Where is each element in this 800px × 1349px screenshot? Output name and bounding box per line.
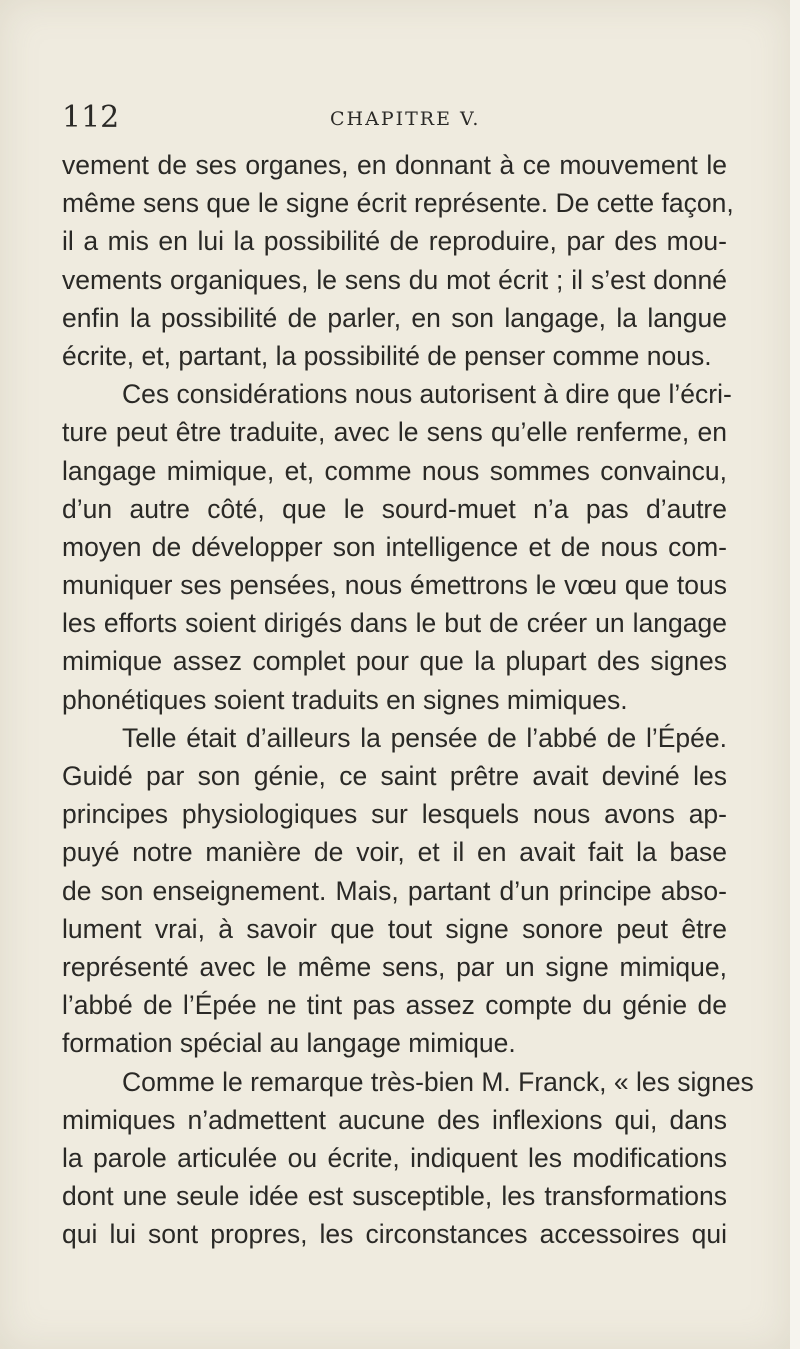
text-line: phonétiques soient traduits en signes mimiques. bbox=[62, 684, 628, 715]
text-line: enfin la possibilité de parler, en son langage, la langue bbox=[62, 302, 727, 333]
text-line: Comme le remarque très-bien M. Franck, « les signes bbox=[122, 1066, 754, 1097]
text-line: puyé notre manière de voir, et il en avait fait la base bbox=[62, 837, 727, 868]
text-line: mimiques n’admettent aucune des inflexions qui, dans bbox=[62, 1104, 727, 1135]
text-line: moyen de développer son intelligence et de nous com- bbox=[62, 531, 727, 562]
text-line: écrite, et, partant, la possibilité de penser comme nous. bbox=[62, 340, 712, 371]
body-text bbox=[62, 146, 754, 1253]
text-line: ture peut être traduite, avec le sens qu’elle renferme, en bbox=[62, 417, 727, 448]
text-line: lument vrai, à savoir que tout signe sonore peut être bbox=[62, 913, 727, 944]
text-line: vements organiques, le sens du mot écrit ; il s’est donné bbox=[62, 264, 727, 295]
text-line: dont une seule idée est susceptible, les transformations bbox=[62, 1181, 727, 1212]
text-line: même sens que le signe écrit représente. De cette façon, bbox=[62, 188, 734, 219]
chapter-title: CHAPITRE V. bbox=[330, 108, 481, 130]
page-edge bbox=[790, 0, 800, 1349]
text-line: formation spécial au langage mimique. bbox=[62, 1028, 516, 1059]
text-line: qui lui sont propres, les circonstances accessoires qui bbox=[62, 1219, 727, 1250]
text-line: mimique assez complet pour que la plupart des signes bbox=[62, 646, 727, 677]
page-number: 112 bbox=[62, 100, 120, 135]
text-line: de son enseignement. Mais, partant d’un principe abso- bbox=[62, 875, 727, 906]
text-line: vement de ses organes, en donnant à ce mouvement le bbox=[62, 150, 727, 180]
text-line: langage mimique, et, comme nous sommes convaincu, bbox=[62, 455, 727, 486]
text-line: il a mis en lui la possibilité de reproduire, par des mou- bbox=[62, 226, 727, 257]
text-line: représenté avec le même sens, par un signe mimique, bbox=[62, 951, 727, 982]
running-header bbox=[62, 100, 727, 140]
text-line: Ces considérations nous autorisent à dire que l’écri- bbox=[122, 379, 732, 410]
text-line: muniquer ses pensées, nous émettrons le vœu que tous bbox=[62, 570, 727, 601]
text-line: Telle était d’ailleurs la pensée de l’abbé de l’Épée. bbox=[122, 722, 727, 753]
text-line: d’un autre côté, que le sourd-muet n’a pas d’autre bbox=[62, 493, 727, 524]
text-line: la parole articulée ou écrite, indiquent les modifications bbox=[62, 1142, 727, 1173]
text-line: principes physiologiques sur lesquels nous avons ap- bbox=[62, 799, 727, 830]
text-line: Guidé par son génie, ce saint prêtre avait deviné les bbox=[62, 761, 727, 791]
text-line: l’abbé de l’Épée ne tint pas assez compte du génie de bbox=[62, 990, 727, 1021]
text-line: les efforts soient dirigés dans le but de créer un langage bbox=[62, 608, 727, 639]
